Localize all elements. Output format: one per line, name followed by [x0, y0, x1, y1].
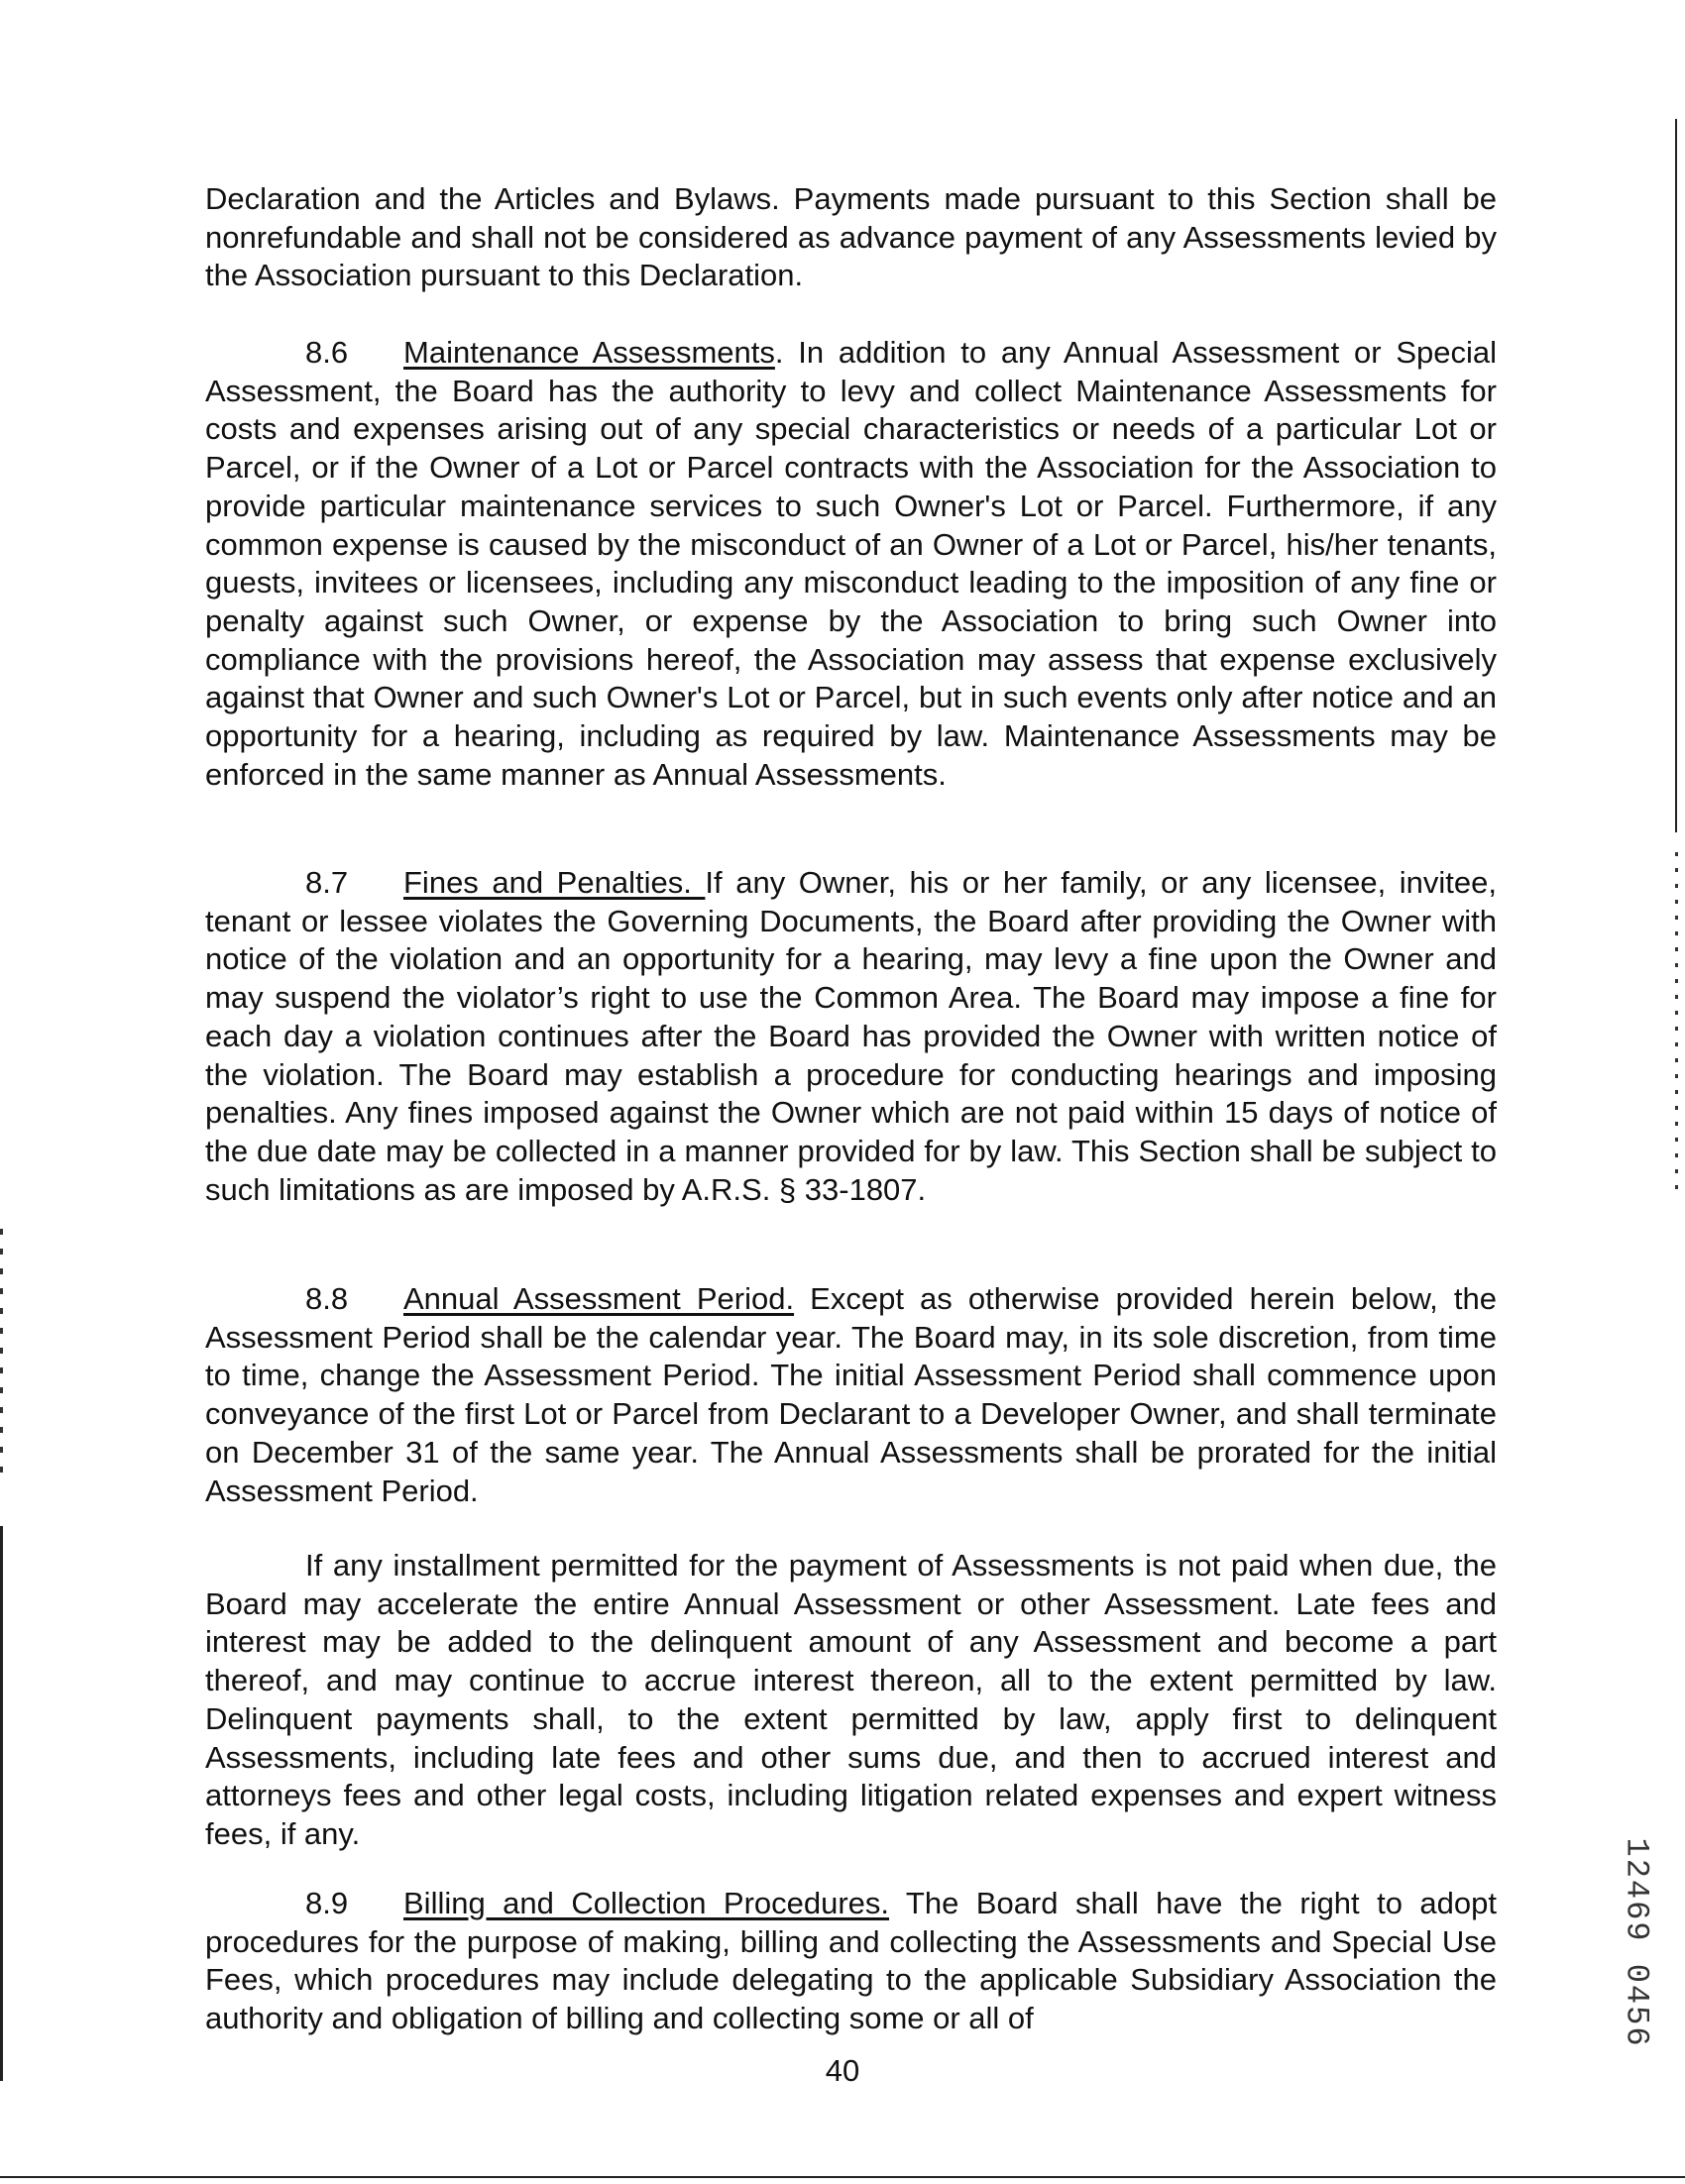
- scan-artifact-right: [1675, 852, 1678, 1189]
- intro-paragraph: [205, 180, 1497, 295]
- section-body: If any Owner, his or her family, or any licensee, invitee, tenant or lessee violates the Governing Documents, the Board after providing the Owner with notice of the violation and an opportunity for a hearing, may levy a fine upon the Owner and may suspend the violator’s right to use the Common Area. The Board may impose a fine for each day a violation continues after the Board has provided the Owner with written notice of the violation. The Board may establish a procedure for conducting hearings and imposing penalties. Any fines imposed against the Owner which are not paid within 15 days of notice of the due date may be collected in a manner provided for by law. This Section shall be subject to such limitations as are imposed by A.R.S. § 33-1807.: [205, 865, 1497, 1207]
- section-title: Maintenance Assessments: [403, 335, 775, 370]
- recording-stamp-text: 12469 0456: [1618, 1836, 1655, 2048]
- scan-artifact-left: [0, 1229, 3, 1486]
- page-number: 40: [825, 2053, 860, 2088]
- section-title: Fines and Penalties.: [403, 865, 706, 900]
- scan-edge-bottom: [0, 2176, 1685, 2178]
- section-number: 8.7: [305, 865, 349, 900]
- intro-text: Declaration and the Articles and Bylaws. Payments made pursuant to this Section shall be nonrefundable and shall not be considered as advance payment of any Assessments levied by the Association pursuant to this Declaration.: [205, 181, 1497, 293]
- section-title: Annual Assessment Period.: [403, 1281, 795, 1316]
- section-body: Except as otherwise provided herein below, the Assessment Period shall be the calendar year. The Board may, in its sole discretion, from time to time, change the Assessment Period. The initial Assessment Period shall commence upon conveyance of the first Lot or Parcel from Declarant to a Developer Owner, and shall terminate on December 31 of the same year. The Annual Assessments shall be prorated for the initial Assessment Period.: [205, 1281, 1497, 1508]
- section-8-7: [205, 864, 1497, 1209]
- section-8-6: [205, 334, 1497, 794]
- installment-paragraph: [205, 1547, 1497, 1854]
- section-number: 8.8: [305, 1281, 349, 1316]
- section-8-9: [205, 1885, 1497, 2038]
- section-body: In addition to any Annual Assessment or Special Assessment, the Board has the authority to levy and collect Maintenance Assessments for costs and expenses arising out of any special characteristics or needs of a particular Lot or Parcel, or if the Owner of a Lot or Parcel contracts with the Association for the Association to provide particular maintenance services to such Owner's Lot or Parcel. Furthermore, if any common expense is caused by the misconduct of an Owner of a Lot or Parcel, his/her tenants, guests, invitees or licensees, including any misconduct leading to the imposition of any fine or penalty against such Owner, or expense by the Association to bring such Owner into compliance with the provisions hereof, the Association may assess that expense exclusively against that Owner and such Owner's Lot or Parcel, but in such events only after notice and an opportunity for a hearing, including as required by law. Maintenance Assessments may be enforced in the same manner as Annual Assessments.: [205, 335, 1497, 792]
- section-title: Billing and Collection Procedures.: [403, 1886, 890, 1920]
- scan-edge-left: [0, 1526, 3, 2081]
- section-number: 8.6: [305, 335, 349, 370]
- section-8-8: [205, 1280, 1497, 1510]
- installment-text: If any installment permitted for the payment of Assessments is not paid when due, the Board may accelerate the entire Annual Assessment or other Assessment. Late fees and interest may be added to the delinquent amount of any Assessment and become a part thereof, and may continue to accrue interest thereon, all to the extent permitted by law. Delinquent payments shall, to the extent permitted by law, apply first to delinquent Assessments, including late fees and other sums due, and then to accrued interest and attorneys fees and other legal costs, including litigation related expenses and expert witness fees, if any.: [205, 1548, 1497, 1851]
- section-body: The Board shall have the right to adopt procedures for the purpose of making, billing and collecting the Assessments and Special Use Fees, which procedures may include delegating to the applicable Subsidiary Association the authority and obligation of billing and collecting some or all of: [205, 1886, 1497, 2036]
- scan-edge-right: [1675, 119, 1677, 832]
- recording-stamp: [1618, 1823, 1655, 2061]
- section-number: 8.9: [305, 1886, 349, 1920]
- section-title-punct: .: [774, 335, 784, 370]
